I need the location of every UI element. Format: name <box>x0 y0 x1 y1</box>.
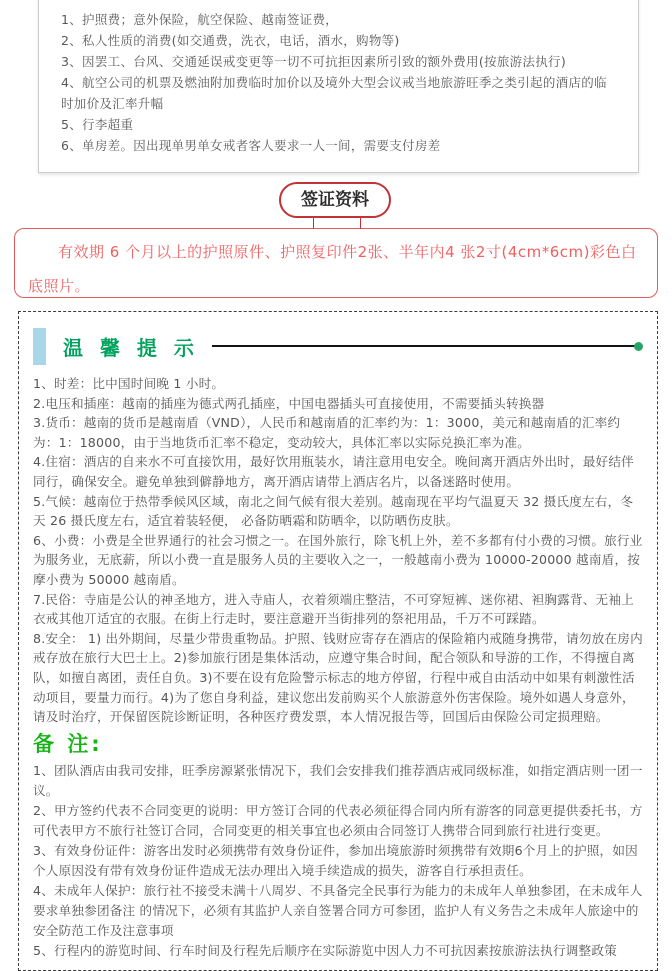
notes-list <box>33 761 644 961</box>
badge-connector-line <box>313 217 314 229</box>
tip-item: 1、时差：比中国时间晚 1 小时。 <box>33 376 225 391</box>
tip-item: 8.安全： 1) 出外期间，尽量少带贵重物品。护照、钱财应寄存在酒店的保险箱内戒随身携带，请勿放在房内戒存放在旅行大巴士上。2)参加旅行团是集体活动，应遵守集合时间，配合领队和导游的工作，不得擅自离队，如擅自离团，责任自负。3)不要在设有危险警示标志的地方停留，行程中戒自由活动中如果有刺激性活动项目，要量力而行。4)为了您自身利益，建议您出发前购买个人旅游意外伤害保险。境外如遇人身意外，请及时治疗，开保留医院诊断证明，各种医疗费发票，本人情况报告等，回国后由保险公司定损理赔。 <box>33 630 643 725</box>
note-item: 3、有效身份证件：游客出发时必须携带有效身份证件，参加出境旅游时须携带有效期6个月上的护照，如因个人原因没有带有效身份证件造成无法办理出入境手续造成的损失，游客自行承担责任。 <box>33 842 638 878</box>
visa-requirements-text: 有效期 6 个月以上的护照原件、护照复印件2张、半年内4 张2寸(4cm*6cm)彩色白底照片。 <box>28 243 637 295</box>
tips-title: 温 馨 提 示 <box>63 335 199 360</box>
notes-title: 备 注: <box>33 731 103 756</box>
exclusion-item: 6、单房差。因出现单男单女戒者客人要求一人一间，需要支付房差 <box>61 138 441 153</box>
tips-header <box>33 327 644 365</box>
header-rule-line <box>212 345 640 347</box>
tip-item: 3.货币：越南的货币是越南盾（VND），人民币和越南盾的汇率约为：1：3000，美元和越南盾的汇率约为：1：18000，由于当地货币汇率不稳定，变动较大，具体汇率以实际兑换汇率为准。 <box>33 415 621 450</box>
visa-section-badge: 签证资料 <box>279 182 391 218</box>
visa-requirements-box <box>14 228 658 298</box>
tips-list <box>33 374 644 727</box>
fee-exclusions-box <box>38 0 639 173</box>
tips-box <box>18 311 658 971</box>
note-item: 1、团队酒店由我司安排，旺季房源紧张情况下，我们会安排我们推荐酒店戒同级标准，如指定酒店则一团一议。 <box>33 762 643 798</box>
blue-bar-icon <box>33 328 46 365</box>
note-item: 2、甲方签约代表不合同变更的说明：甲方签订合同的代表必须征得合同内所有游客的同意更提供委托书，方可代表甲方不旅行社签订合同，合同变更的相关事宜也必须由合同签订人携带合同到旅行社进行变更。 <box>33 802 643 838</box>
exclusion-item: 5、行李超重 <box>61 117 134 132</box>
tip-item: 6、小费：小费是全世界通行的社会习惯之一。在国外旅行，除飞机上外，差不多都有付小费的习惯。旅行业为服务业，无底薪，所以小费一直是服务人员的主要收入之一，一般越南小费为 10000-20000 越南盾，按摩小费为 50000 越南盾。 <box>33 532 643 587</box>
tip-item: 2.电压和插座：越南的插座为德式两孔插座，中国电器插头可直接使用，不需要插头转换器 <box>33 395 545 411</box>
note-item: 4、未成年人保护：旅行社不接受未满十八周岁、不具备完全民事行为能力的未成年人单独参团，在未成年人要求单独参团备注 的情况下，必须有其监护人亲自签署合同方可参团，监护人有义务告之未成年人旅途中的安全防范工作及注意事项 <box>33 882 643 938</box>
exclusion-item: 4、航空公司的机票及燃油附加费临时加价以及境外大型会议戒当地旅游旺季之类引起的酒店的临时加价及汇率升幅 <box>61 75 607 111</box>
exclusion-item: 1、护照费；意外保险，航空保险、越南签证费， <box>61 12 339 27</box>
green-dot-icon <box>634 342 643 351</box>
note-item: 5、行程内的游览时间、行车时间及行程先后顺序在实际游览中因人力不可抗因素按旅游法执行调整政策 <box>33 942 617 958</box>
exclusion-item: 3、因罢工、台风、交通延误戒变更等一切不可抗拒因素所引致的额外费用(按旅游法执行) <box>61 54 567 69</box>
badge-connector-line <box>360 217 361 229</box>
tip-item: 4.住宿：酒店的自来水不可直接饮用，最好饮用瓶装水，请注意用电安全。晚间离开酒店外出时，最好结伴同行，确保安全。避免单独到僻静地方，离开酒店请带上酒店名片，以备迷路时使用。 <box>33 454 634 489</box>
tip-item: 5.气候：越南位于热带季候风区域，南北之间气候有很大差别。越南现在平均气温夏天 32 摄氏度左右，冬天 26 摄氏度左右，适宜着装轻便， 必备防晒霜和防晒伞，以防晒伤皮肤。 <box>33 493 634 529</box>
exclusion-item: 2、私人性质的消费(如交通费，洗衣，电话，酒水，购物等) <box>61 33 400 48</box>
tip-item: 7.民俗：寺庙是公认的神圣地方，进入寺庙人，衣着须端庄整洁，不可穿短裤、迷你裙、袒胸露背、无袖上衣戒其他丌适宜的衣服。在街上行走时，要注意避开当街排列的祭祀用品，千万不可踩踏。 <box>33 591 634 627</box>
